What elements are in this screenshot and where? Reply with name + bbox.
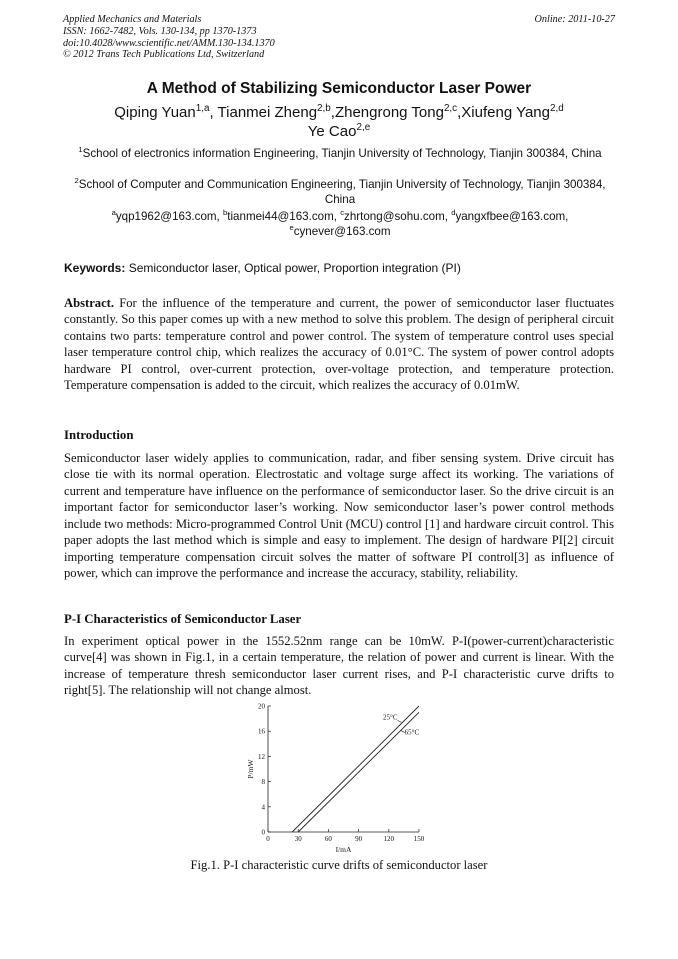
- abstract-text: For the influence of the temperature and current, the power of semiconductor laser fluctuates constantly. So this paper comes up with a new method to solve this problem. The design of peripheral circuit contains two parts: temperature control and power control. The system of temperature control uses special laser temperature control chip, which realizes the accuracy of 0.01°C. The system of power control adopts hardware PI control, over-current protection, over-voltage protection, and temperature protection. Temperature compensation is added to the circuit, which realizes the accuracy of 0.01mW.: [64, 296, 614, 393]
- y-tick-label: 4: [261, 803, 265, 812]
- keywords: [64, 261, 616, 275]
- introduction-body: Semiconductor laser widely applies to communication, radar, and fiber sensing system. Drive circuit has close tie with its normal operation. Electrostatic and voltage surge affect its working. The variations of current and temperature have influence on the performance of semiconductor laser. So the drive circuit is an important factor for semiconductor laser’s working. Now semiconductor laser’s power control methods include two methods: Micro-programmed Control Unit (MCU) control [1] and hardware circuit control. This paper adopts the last method which is simple and easy to implement. The design of hardware PI[2] circuit importing temperature compensation circuit solves the matter of software PI control[3] as influence of power, which can improve the performance and increase the accuracy, stability, reliability.: [64, 451, 614, 581]
- author: Qiping Yuan$^{1,a}$,: [114, 103, 218, 121]
- author: Tianmei Zheng$^{2,b}$,: [217, 103, 335, 121]
- doi-line: doi:10.4028/www.scientific.net/AMM.130-134.1370: [63, 37, 275, 49]
- author-list: [80, 103, 598, 141]
- y-tick-label: 20: [258, 702, 265, 711]
- copyright-line: © 2012 Trans Tech Publications Ltd, Switzerland: [63, 49, 265, 61]
- author: Ye Cao$^{2,e}$: [307, 122, 371, 140]
- x-tick-label: 60: [324, 835, 332, 843]
- abstract-label: Abstract.: [64, 296, 115, 310]
- issn-line: ISSN: 1662-7482, Vols. 130-134, pp 1370-1373: [63, 25, 257, 37]
- annotation-25c-pointer: [398, 720, 402, 722]
- author: Xiufeng Yang$^{2,d}$: [461, 103, 564, 121]
- x-tick-label: 30: [294, 835, 302, 843]
- y-tick-label: 12: [258, 752, 265, 761]
- abstract: [64, 295, 614, 394]
- section-heading-pi-characteristics: P-I Characteristics of Semiconductor Laser: [64, 612, 302, 626]
- section-heading-introduction: Introduction: [64, 428, 134, 442]
- x-tick-label: 150: [413, 835, 425, 843]
- annotation-65c: 65°C: [404, 728, 420, 737]
- series-line-25c: [292, 706, 419, 832]
- online-date: Online: 2011-10-27: [534, 14, 615, 25]
- pi-characteristics-body: In experiment optical power in the 1552.52nm range can be 10mW. P-I(power-current)characteristic curve[4] was shown in Fig.1, in a certain temperature, the relation of power and current is linear. With the increase of temperature thresh semiconductor laser current rises, and P-I characteristic curve drifts to right[5]. The relationship will not change almost.: [64, 634, 614, 698]
- journal-header: [63, 14, 275, 61]
- keywords-text: Semiconductor laser, Optical power, Proportion integration (PI): [125, 261, 461, 275]
- y-tick-label: 8: [261, 778, 265, 787]
- x-tick-label: 90: [355, 835, 363, 843]
- author-emails: $^a$yqp1962@163.com, $^b$tianmei44@163.com, $^c$zhrtong@sohu.com, $^d$yangxfbee@163.com, $^e$cynever@163.com: [111, 208, 569, 238]
- y-tick-label: 0: [261, 828, 265, 837]
- x-tick-label: 120: [383, 835, 395, 843]
- figure-caption: Fig.1. P-I characteristic curve drifts of semiconductor laser: [190, 858, 488, 872]
- x-axis-label: I/mA: [335, 845, 352, 854]
- keywords-label: Keywords:: [64, 261, 126, 275]
- affiliation-2: $^2$School of Computer and Communication Engineering, Tianjin University of Technology, Tianjin 300384, China: [74, 176, 606, 206]
- author: Zhengrong Tong$^{2,c}$,: [334, 103, 462, 121]
- y-axis-label: P/mW: [246, 759, 255, 779]
- annotation-25c: 25°C: [383, 713, 398, 722]
- affiliation-1: $^1$School of electronics information Engineering, Tianjin University of Technology, Tianjin 300384, China: [78, 145, 602, 160]
- x-tick-label: 0: [266, 835, 270, 843]
- y-tick-label: 16: [258, 727, 265, 736]
- paper-title: A Method of Stabilizing Semiconductor Laser Power: [146, 80, 532, 97]
- journal-name: Applied Mechanics and Materials: [63, 14, 202, 25]
- pi-characteristic-chart: [243, 698, 443, 858]
